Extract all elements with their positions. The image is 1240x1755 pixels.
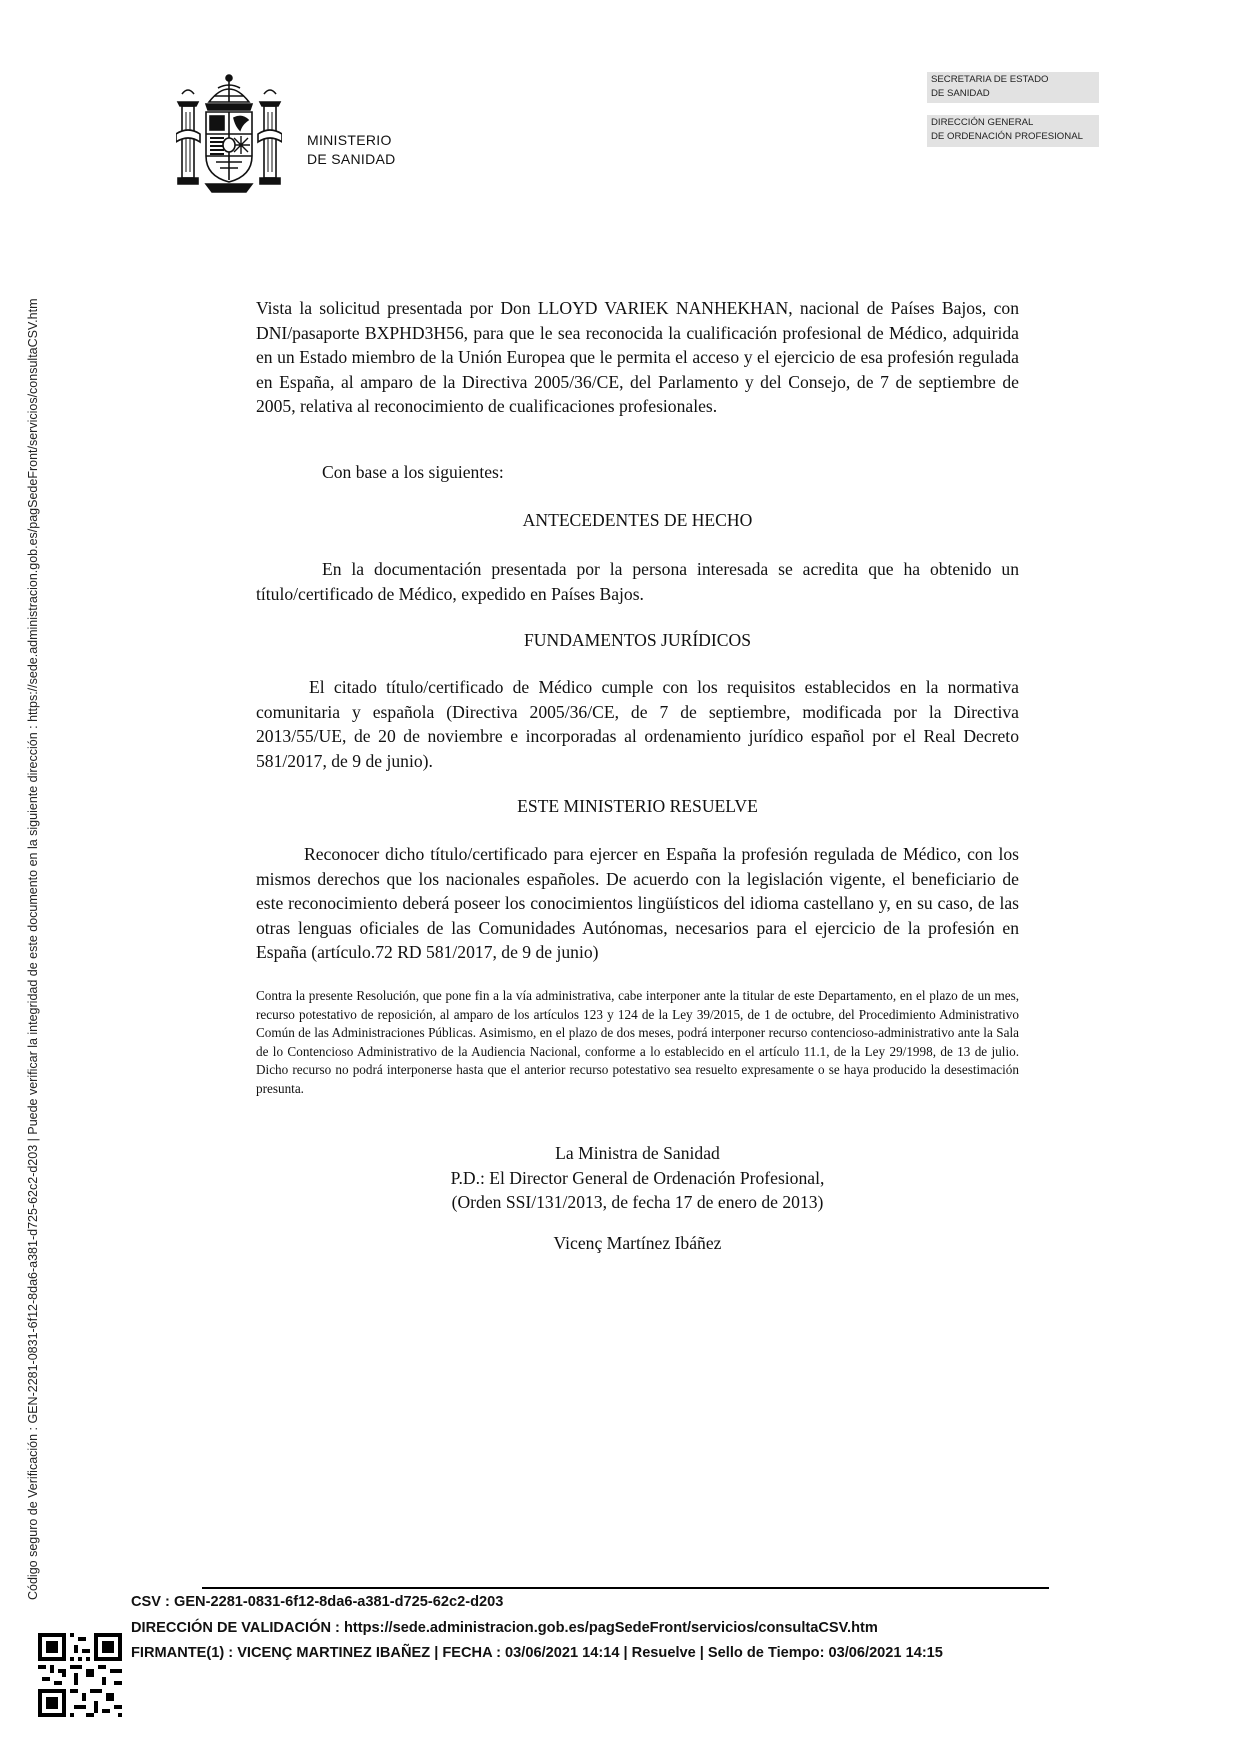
signature-line-1: La Ministra de Sanidad [555, 1143, 720, 1163]
intro-text: Vista la solicitud presentada por Don LLOYD VARIEK NANHEKHAN, nacional de Países Bajos, con DNI/pasaporte BXPHD3H56, para que le sea reconocida la cualificación profesional de Médico, adquirida en un Estado miembro de la Unión Europea que le permita el acceso y el ejercicio de esa profesión regulada en España, al amparo de la Directiva 2005/36/CE, del Parlamento y del Consejo, de 7 de septiembre de 2005, relativa al reconocimiento de cualificaciones profesionales. [256, 298, 1019, 416]
secretaria-line-2: DE SANIDAD [931, 88, 990, 99]
signature-name: Vicenç Martínez Ibáñez [553, 1232, 722, 1253]
footer-csv: CSV : GEN-2281-0831-6f12-8da6-a381-d725-62c2-d203 [131, 1594, 504, 1610]
signature-block [256, 1141, 1019, 1255]
footer-firmante: FIRMANTE(1) : VICENÇ MARTINEZ IBAÑEZ | FECHA : 03/06/2021 14:14 | Resuelve | Sello de Tiempo: 03/06/2021 14:15 [131, 1645, 943, 1661]
footer-divider [202, 1587, 1049, 1589]
secretaria-line-1: SECRETARIA DE ESTADO [931, 74, 1049, 85]
ministry-name [307, 131, 396, 169]
heading-resuelve: ESTE MINISTERIO RESUELVE [517, 796, 758, 816]
recurso-paragraph [256, 987, 1019, 1099]
resuelve-text: Reconocer dicho título/certificado para ejercer en España la profesión regulada de Médico, con los mismos derechos que los nacionales españoles. De acuerdo con la legislación vigente, el beneficiario de este reconocimiento deberá poseer los conocimientos lingüísticos del idioma castellano y, en su caso, de las otras lenguas oficiales de las Comunidades Autónomas, necesarios para el ejercicio de la profesión en España (artículo.72 RD 581/2017, de 9 de junio) [256, 844, 1019, 962]
antecedentes-text: En la documentación presentada por la persona interesada se acredita que ha obtenido un título/certificado de Médico, expedido en Países Bajos. [256, 559, 1019, 604]
footer-validacion: DIRECCIÓN DE VALIDACIÓN : https://sede.administracion.gob.es/pagSedeFront/servicios/consultaCSV.htm [131, 1620, 878, 1636]
signature-line-2: P.D.: El Director General de Ordenación Profesional, [450, 1167, 825, 1188]
qr-code-icon [38, 1633, 122, 1717]
coat-of-arms-icon [176, 72, 282, 194]
direccion-box [927, 115, 1099, 147]
ministry-line-2: DE SANIDAD [307, 151, 396, 167]
antecedentes-paragraph [256, 557, 1019, 606]
resuelve-paragraph [256, 842, 1019, 965]
direccion-line-1: DIRECCIÓN GENERAL [931, 117, 1034, 128]
recurso-text: Contra la presente Resolución, que pone fin a la vía administrativa, cabe interponer ante la titular de este Departamento, en el plazo de un mes, recurso potestativo de reposición, al amparo de los artículos 123 y 124 de la Ley 39/2015, de 1 de octubre, del Procedimiento Administrativo Común de las Administraciones Públicas. Asimismo, en el plazo de dos meses, podrá interponer recurso contencioso-administrativo ante la Sala de lo Contencioso Administrativo de la Audiencia Nacional, conforme a lo establecido en el artículo 11.1, de la Ley 29/1998, de 13 de julio. Dicho recurso no podrá interponerse hasta que el anterior recurso potestativo sea resuelto expresamente o se haya producido la desestimación presunta. [256, 988, 1019, 1096]
heading-antecedentes: ANTECEDENTES DE HECHO [522, 510, 753, 530]
intro-paragraph [256, 296, 1019, 419]
con-base [256, 460, 1019, 485]
fundamentos-paragraph [256, 675, 1019, 773]
secretaria-box [927, 72, 1099, 103]
fundamentos-text: El citado título/certificado de Médico cumple con los requisitos establecidos en la normativa comunitaria y española (Directiva 2005/36/CE, de 7 de septiembre, modificada por la Directiva 2013/55/UE, de 20 de noviembre e incorporadas al ordenamiento jurídico español por el Real Decreto 581/2017, de 9 de junio). [256, 677, 1019, 771]
signature-line-3: (Orden SSI/131/2013, de fecha 17 de enero de 2013) [451, 1192, 824, 1212]
ministry-line-1: MINISTERIO [307, 132, 392, 148]
verification-side-text: Código seguro de Verificación : GEN-2281-0831-6f12-8da6-a381-d725-62c2-d203 | Puede verificar la integridad de este documento en la siguiente dirección : https://sede.administracion.gob.es/pagSedeFront/servicios/consultaCSV.htm [26, 298, 40, 1600]
heading-fundamentos: FUNDAMENTOS JURÍDICOS [524, 630, 751, 650]
con-base-text: Con base a los siguientes: [322, 462, 504, 482]
direccion-line-2: DE ORDENACIÓN PROFESIONAL [931, 131, 1083, 142]
